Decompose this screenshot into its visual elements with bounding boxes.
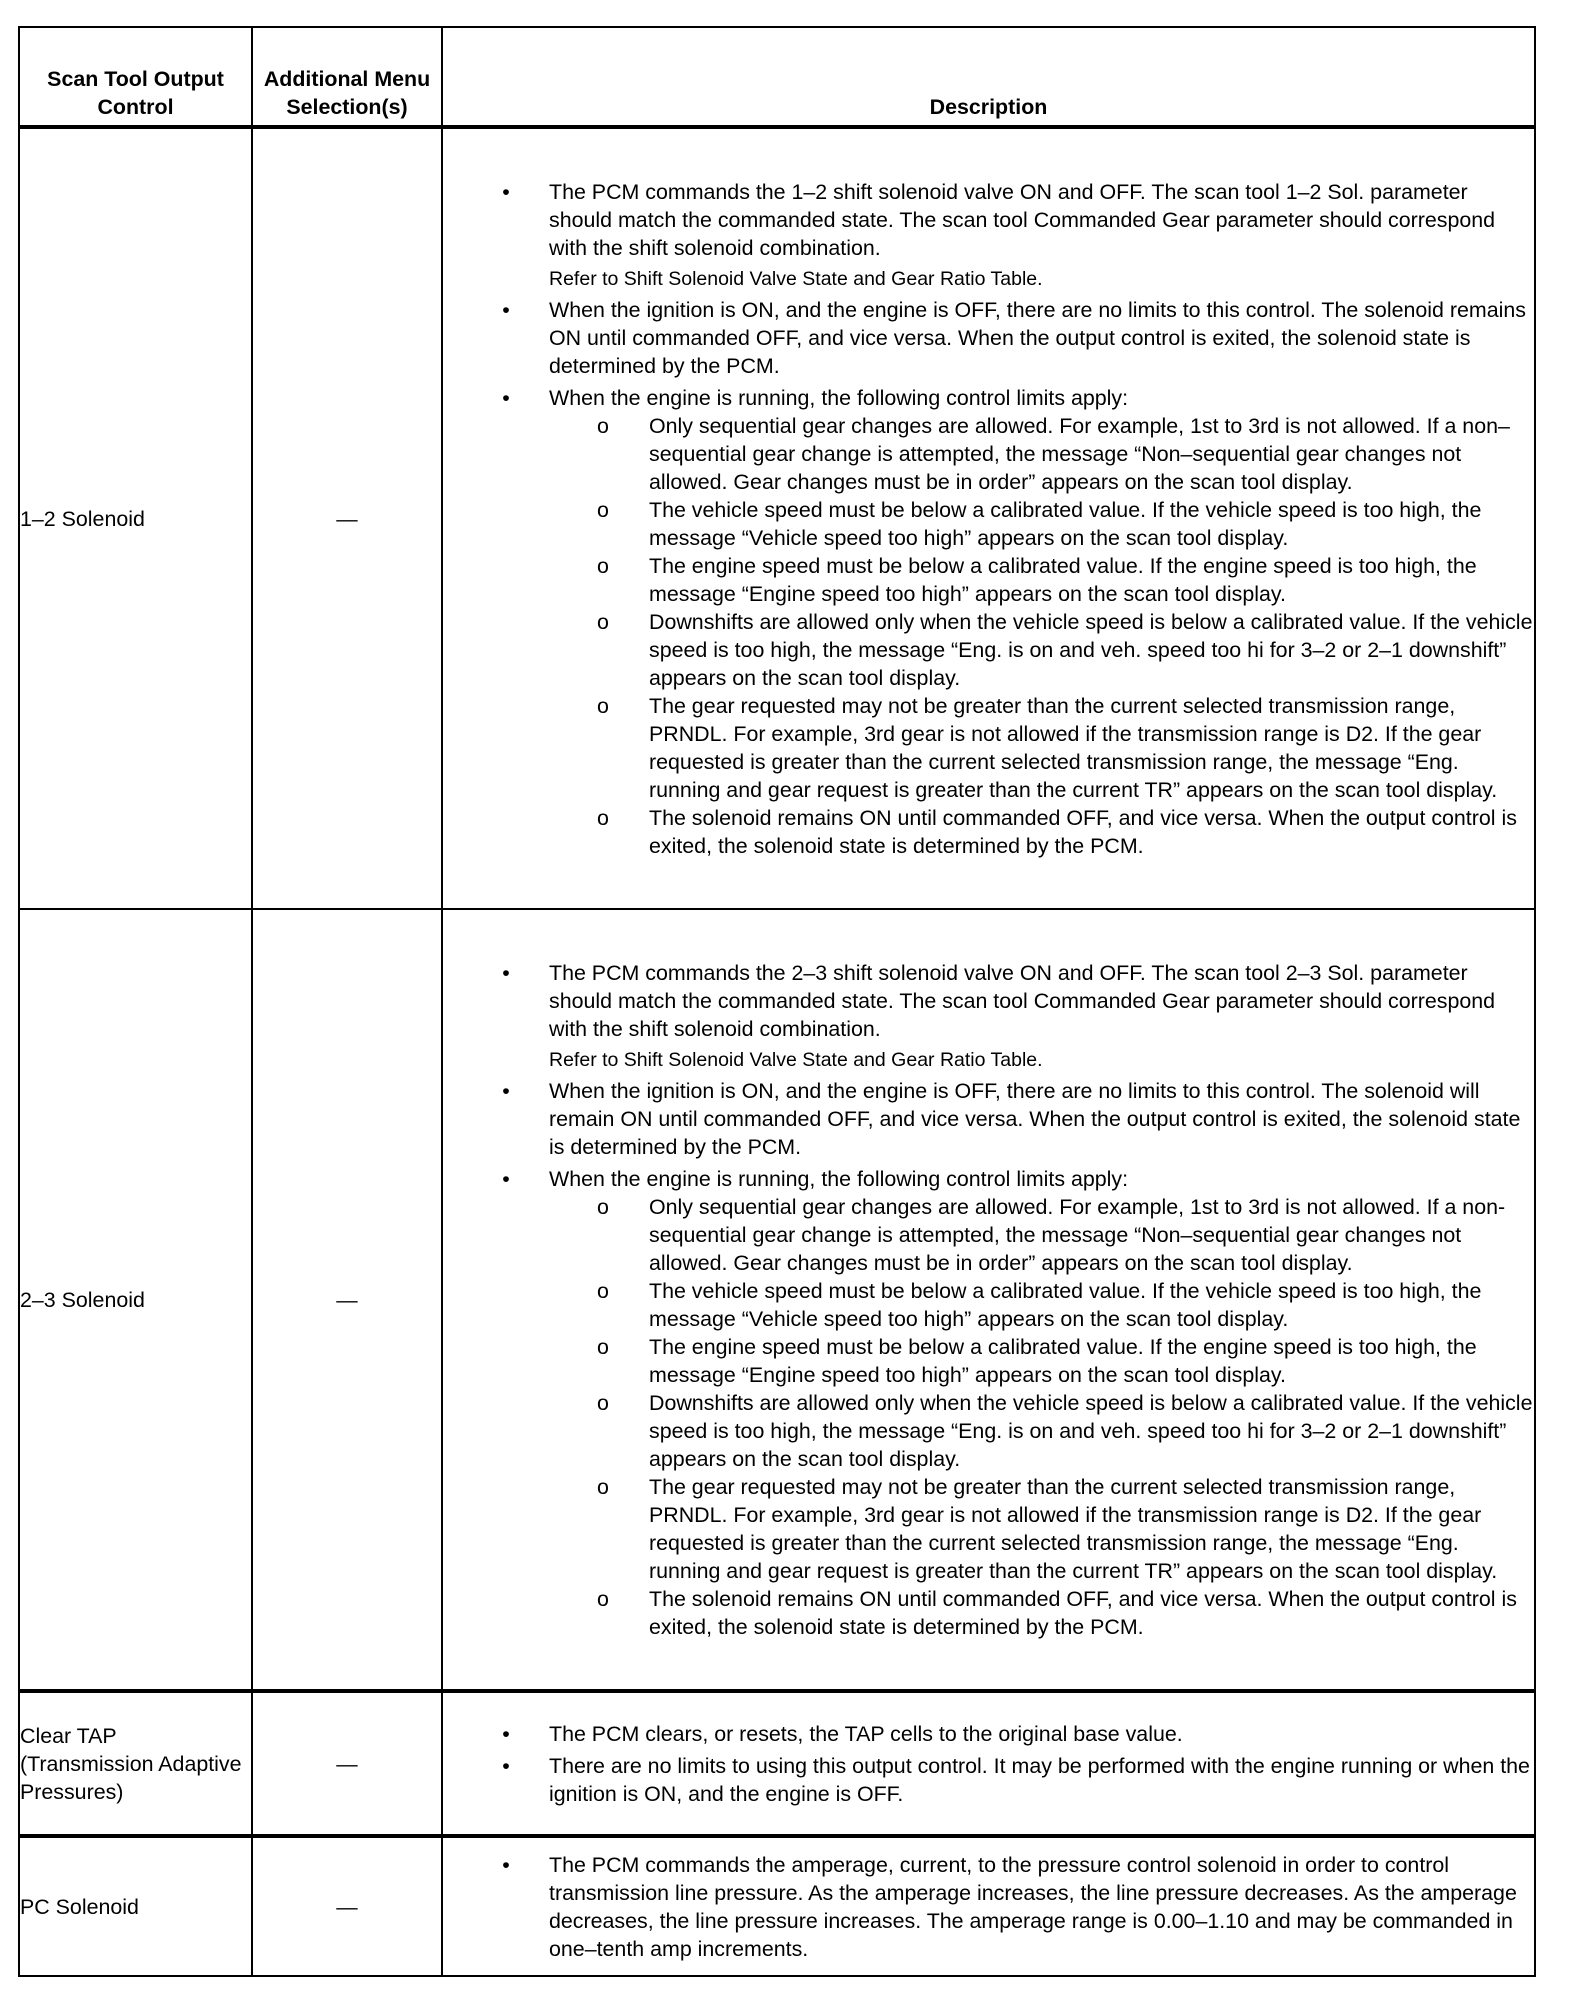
circle-bullet-icon: o: [597, 693, 609, 718]
bullet-text: When the ignition is ON, and the engine is OFF, there are no limits to this control. The solenoid remains ON until commanded OFF, and vice versa. When the output control is exited, the solenoid state is determined by the PCM.: [549, 297, 1526, 378]
bullet-note: Refer to Shift Solenoid Valve State and Gear Ratio Table.: [549, 267, 1043, 290]
bullet-icon: •: [502, 385, 510, 410]
table-row: [19, 1836, 1535, 1976]
bullet-icon: •: [502, 1852, 510, 1877]
table-row: [19, 1691, 1535, 1836]
bullet-icon: •: [502, 1753, 510, 1778]
circle-bullet-icon: o: [597, 1278, 609, 1303]
menu-selection: —: [252, 1836, 442, 1976]
sub-bullet-item: [443, 1389, 1534, 1473]
circle-bullet-icon: o: [597, 1586, 609, 1611]
output-control-name: 2–3 Solenoid: [19, 909, 252, 1691]
circle-bullet-icon: o: [597, 1334, 609, 1359]
description-cell: [442, 127, 1535, 909]
table-row: [19, 909, 1535, 1691]
circle-bullet-icon: o: [597, 413, 609, 438]
circle-bullet-icon: o: [597, 497, 609, 522]
sub-bullet-text: The vehicle speed must be below a calibrated value. If the vehicle speed is too high, the message “Vehicle speed too high” appears on the scan tool display.: [649, 497, 1482, 550]
description-cell: [442, 1691, 1535, 1836]
bullet-icon: •: [502, 179, 510, 204]
sub-bullet-text: Only sequential gear changes are allowed. For example, 1st to 3rd is not allowed. If a non–sequential gear change is attempted, the message “Non–sequential gear changes not allowed. Gear changes must be in order” appears on the scan tool display.: [649, 413, 1510, 494]
output-control-name: 1–2 Solenoid: [19, 127, 252, 909]
sub-bullet-text: The vehicle speed must be below a calibrated value. If the vehicle speed is too high, the message “Vehicle speed too high” appears on the scan tool display.: [649, 1278, 1482, 1331]
bullet-item: [443, 1077, 1534, 1161]
sub-bullet-item: [443, 496, 1534, 552]
output-control-table: [18, 26, 1536, 1977]
header-menu-selection: Additional Menu Selection(s): [252, 27, 442, 127]
table-row: [19, 127, 1535, 909]
sub-bullet-item: [443, 1585, 1534, 1641]
circle-bullet-icon: o: [597, 1194, 609, 1219]
circle-bullet-icon: o: [597, 1474, 609, 1499]
bullet-text: There are no limits to using this output control. It may be performed with the engine running or when the ignition is ON, and the engine is OFF.: [549, 1753, 1530, 1806]
circle-bullet-icon: o: [597, 805, 609, 830]
header-description: Description: [442, 27, 1535, 127]
bullet-icon: •: [502, 960, 510, 985]
sub-bullet-text: The gear requested may not be greater than the current selected transmission range, PRNDL. For example, 3rd gear is not allowed if the transmission range is D2. If the gear requested is greater than the current selected transmission range, the message “Eng. running and gear request is greater than the current TR” appears on the scan tool display.: [649, 693, 1498, 802]
bullet-text: When the engine is running, the following control limits apply:: [549, 385, 1129, 410]
sub-bullet-item: [443, 804, 1534, 860]
bullet-icon: •: [502, 297, 510, 322]
bullet-item: [443, 1752, 1534, 1808]
bullet-item: [443, 296, 1534, 380]
bullet-item: [443, 1851, 1534, 1963]
sub-bullet-text: The solenoid remains ON until commanded OFF, and vice versa. When the output control is exited, the solenoid state is determined by the PCM.: [649, 1586, 1517, 1639]
sub-bullet-text: The engine speed must be below a calibrated value. If the engine speed is too high, the message “Engine speed too high” appears on the scan tool display.: [649, 553, 1477, 606]
sub-bullet-text: The solenoid remains ON until commanded OFF, and vice versa. When the output control is exited, the solenoid state is determined by the PCM.: [649, 805, 1517, 858]
description-cell: [442, 909, 1535, 1691]
output-control-name: PC Solenoid: [19, 1836, 252, 1976]
sub-bullet-item: [443, 552, 1534, 608]
bullet-icon: •: [502, 1078, 510, 1103]
sub-bullet-item: [443, 1333, 1534, 1389]
sub-bullet-item: [443, 1193, 1534, 1277]
sub-bullet-item: [443, 692, 1534, 804]
circle-bullet-icon: o: [597, 609, 609, 634]
bullet-icon: •: [502, 1721, 510, 1746]
sub-bullet-text: The gear requested may not be greater than the current selected transmission range, PRNDL. For example, 3rd gear is not allowed if the transmission range is D2. If the gear requested is greater than the current selected transmission range, the message “Eng. running and gear request is greater than the current TR” appears on the scan tool display.: [649, 1474, 1498, 1583]
bullet-text: When the engine is running, the following control limits apply:: [549, 1166, 1129, 1191]
sub-bullet-item: [443, 1277, 1534, 1333]
bullet-text: The PCM commands the amperage, current, to the pressure control solenoid in order to control transmission line pressure. As the amperage increases, the line pressure decreases. As the amperage decreases, the line pressure increases. The amperage range is 0.00–1.10 and may be commanded in one–tenth amp increments.: [549, 1852, 1517, 1961]
sub-bullet-item: [443, 608, 1534, 692]
bullet-item: [443, 959, 1534, 1073]
output-control-name: Clear TAP (Transmission Adaptive Pressures): [19, 1691, 252, 1836]
bullet-text: The PCM clears, or resets, the TAP cells to the original base value.: [549, 1721, 1183, 1746]
menu-selection: —: [252, 127, 442, 909]
sub-bullet-item: [443, 1473, 1534, 1585]
bullet-text: When the ignition is ON, and the engine is OFF, there are no limits to this control. The solenoid will remain ON until commanded OFF, and vice versa. When the output control is exited, the solenoid state is determined by the PCM.: [549, 1078, 1521, 1159]
description-cell: [442, 1836, 1535, 1976]
bullet-note: Refer to Shift Solenoid Valve State and Gear Ratio Table.: [549, 1048, 1043, 1071]
bullet-item: [443, 1165, 1534, 1641]
header-output-control: Scan Tool Output Control: [19, 27, 252, 127]
circle-bullet-icon: o: [597, 553, 609, 578]
bullet-text: The PCM commands the 1–2 shift solenoid valve ON and OFF. The scan tool 1–2 Sol. parameter should match the commanded state. The scan tool Commanded Gear parameter should correspond with the shift solenoid combination.: [549, 179, 1496, 260]
bullet-icon: •: [502, 1166, 510, 1191]
bullet-item: [443, 1720, 1534, 1748]
menu-selection: —: [252, 1691, 442, 1836]
sub-bullet-item: [443, 412, 1534, 496]
sub-bullet-text: Only sequential gear changes are allowed. For example, 1st to 3rd is not allowed. If a non-sequential gear change is attempted, the message “Non–sequential gear changes not allowed. Gear changes must be in order” appears on the scan tool display.: [649, 1194, 1506, 1275]
sub-bullet-text: Downshifts are allowed only when the vehicle speed is below a calibrated value. If the vehicle speed is too high, the message “Eng. is on and veh. speed too hi for 3–2 or 2–1 downshift” appears on the scan tool display.: [649, 1390, 1533, 1471]
circle-bullet-icon: o: [597, 1390, 609, 1415]
sub-bullet-text: Downshifts are allowed only when the vehicle speed is below a calibrated value. If the vehicle speed is too high, the message “Eng. is on and veh. speed too hi for 3–2 or 2–1 downshift” appears on the scan tool display.: [649, 609, 1533, 690]
bullet-item: [443, 178, 1534, 292]
bullet-text: The PCM commands the 2–3 shift solenoid valve ON and OFF. The scan tool 2–3 Sol. parameter should match the commanded state. The scan tool Commanded Gear parameter should correspond with the shift solenoid combination.: [549, 960, 1496, 1041]
header-row: [19, 27, 1535, 127]
sub-bullet-text: The engine speed must be below a calibrated value. If the engine speed is too high, the message “Engine speed too high” appears on the scan tool display.: [649, 1334, 1477, 1387]
menu-selection: —: [252, 909, 442, 1691]
bullet-item: [443, 384, 1534, 860]
